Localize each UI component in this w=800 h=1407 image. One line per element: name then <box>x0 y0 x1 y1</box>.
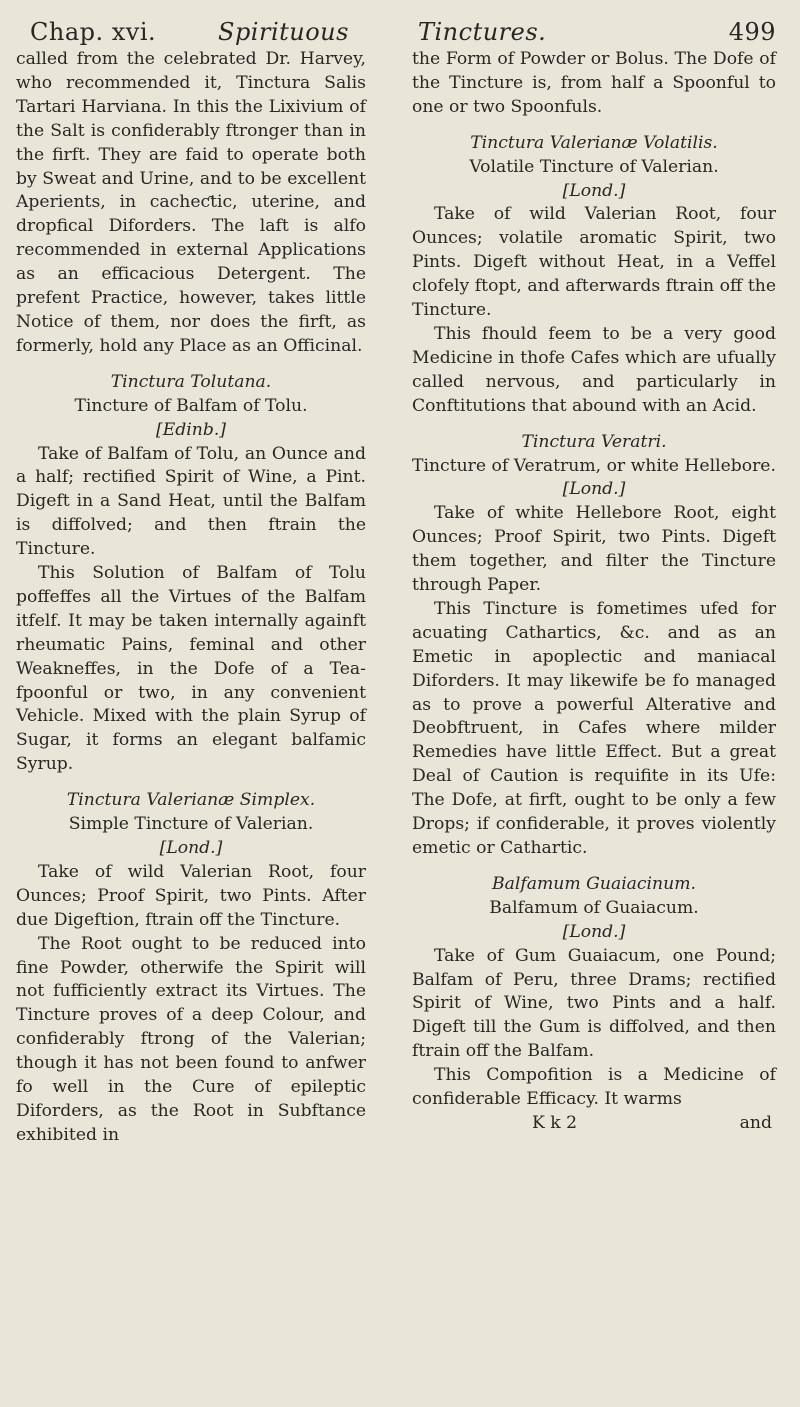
section-heading-latin: Tinctura Tolutana. <box>110 371 272 392</box>
paragraph: Take of wild Valerian Root, four Ounces; Proof Spirit, two Pints. After due Digeftion, ftrain off the Tincture. <box>16 861 366 930</box>
section-heading-english: Simple Tincture of Valerian. <box>68 814 314 835</box>
page-footer <box>412 1112 776 1136</box>
pharmacopoeia-source: [Lond.] <box>562 180 626 201</box>
paragraph: The Root ought to be reduced into fine Powder, otherwife the Spirit will not fufficiently extract its Virtues. The Tincture proves of a deep Colour, and confiderably ftrong of the Valerian; though it has not been found to anfwer fo well in the Cure of epileptic Diforders, as the Root in Subftance exhibited in <box>16 933 366 1145</box>
pharmacopoeia-source: [Lond.] <box>562 921 626 942</box>
section-heading-latin: Tinctura Valerianæ Simplex. <box>66 790 316 811</box>
section-heading-english: Tincture of Balfam of Tolu. <box>74 395 308 416</box>
running-title-right: Tinctures. <box>418 18 547 46</box>
catchword: and <box>739 1112 772 1133</box>
section-heading-english: Balfamum of Guaiacum. <box>489 897 699 918</box>
section-heading-latin: Tinctura Valerianæ Volatilis. <box>470 132 718 153</box>
paragraph: This Tincture is fometimes ufed for acuating Cathartics, &c. and as an Emetic in apoplectic and maniacal Diforders. It may likewife be fo managed as to prove a powerful Alterative and Deobftruent, in Cafes where milder Remedies have little Effect. But a great Deal of Caution is requifite in its Ufe: The Dofe, at firft, ought to be only a few Drops; if confiderable, it proves violently emetic or Cathartic. <box>412 598 776 858</box>
signature-mark: K k 2 <box>532 1112 578 1133</box>
running-header <box>28 12 778 48</box>
paragraph: Take of Balfam of Tolu, an Ounce and a half; rectified Spirit of Wine, a Pint. Digeft in a Sand Heat, until the Balfam is diffolved; and then ftrain the Tincture. <box>16 443 366 560</box>
paragraph: Take of wild Valerian Root, four Ounces; volatile aromatic Spirit, two Pints. Digeft without Heat, in a Veffel clofely ftopt, and afterwards ftrain off the Tincture. <box>412 204 776 321</box>
right-column <box>412 48 776 1136</box>
pharmacopoeia-source: [Edinb.] <box>156 419 226 440</box>
paragraph: This Solution of Balfam of Tolu poffeffes all the Virtues of the Balfam itfelf. It may be taken internally againft rheumatic Pains, feminal and other Weakneffes, in the Dofe of a Tea-fpoonful or two, in any convenient Vehicle. Mixed with the plain Syrup of Sugar, it forms an elegant balfamic Syrup. <box>16 563 366 775</box>
page-number: 499 <box>728 18 776 46</box>
left-column <box>16 48 366 1148</box>
paragraph: Take of white Hellebore Root, eight Ounces; Proof Spirit, two Pints. Digeft them together, and filter the Tincture through Paper. <box>412 503 776 596</box>
section-heading-english: Volatile Tincture of Valerian. <box>469 156 719 177</box>
running-title-left: Spirituous <box>218 18 349 46</box>
pharmacopoeia-source: [Lond.] <box>159 838 223 858</box>
section-heading-latin: Balfamum Guaiacinum. <box>492 873 696 894</box>
section-heading-latin: Tinctura Veratri. <box>521 431 667 452</box>
chapter-label: Chap. xvi. <box>30 18 157 46</box>
paragraph: This fhould feem to be a very good Medicine in thofe Cafes which are ufually called nervous, and particularly in Conftitutions that abound with an Acid. <box>412 323 776 416</box>
pharmacopoeia-source: [Lond.] <box>562 479 626 500</box>
paragraph: the Form of Powder or Bolus. The Dofe of the Tincture is, from half a Spoonful to one or two Spoonfuls. <box>412 49 776 117</box>
paragraph: Take of Gum Guaiacum, one Pound; Balfam of Peru, three Drams; rectified Spirit of Wine, two Pints and a half. Digeft till the Gum is diffolved, and then ftrain off the Balfam. <box>412 945 776 1062</box>
section-heading-english: Tincture of Veratrum, or white Hellebore. <box>412 455 776 476</box>
paragraph: called from the celebrated Dr. Harvey, who recommended it, Tinctura Salis Tartari Harviana. In this the Lixivium of the Salt is confiderably ftronger than in the firft. They are faid to operate both by Sweat and Urine, and to be excellent Aperients, in cacheƈtic, uterine, and dropfical Diforders. The laft is alfo recommended in external Applications as an efficacious Detergent. The prefent Practice, however, takes little Notice of them, nor does the firft, as formerly, hold any Place as an Officinal. <box>16 49 366 356</box>
paragraph: This Compofition is a Medicine of confiderable Efficacy. It warms <box>412 1065 776 1110</box>
